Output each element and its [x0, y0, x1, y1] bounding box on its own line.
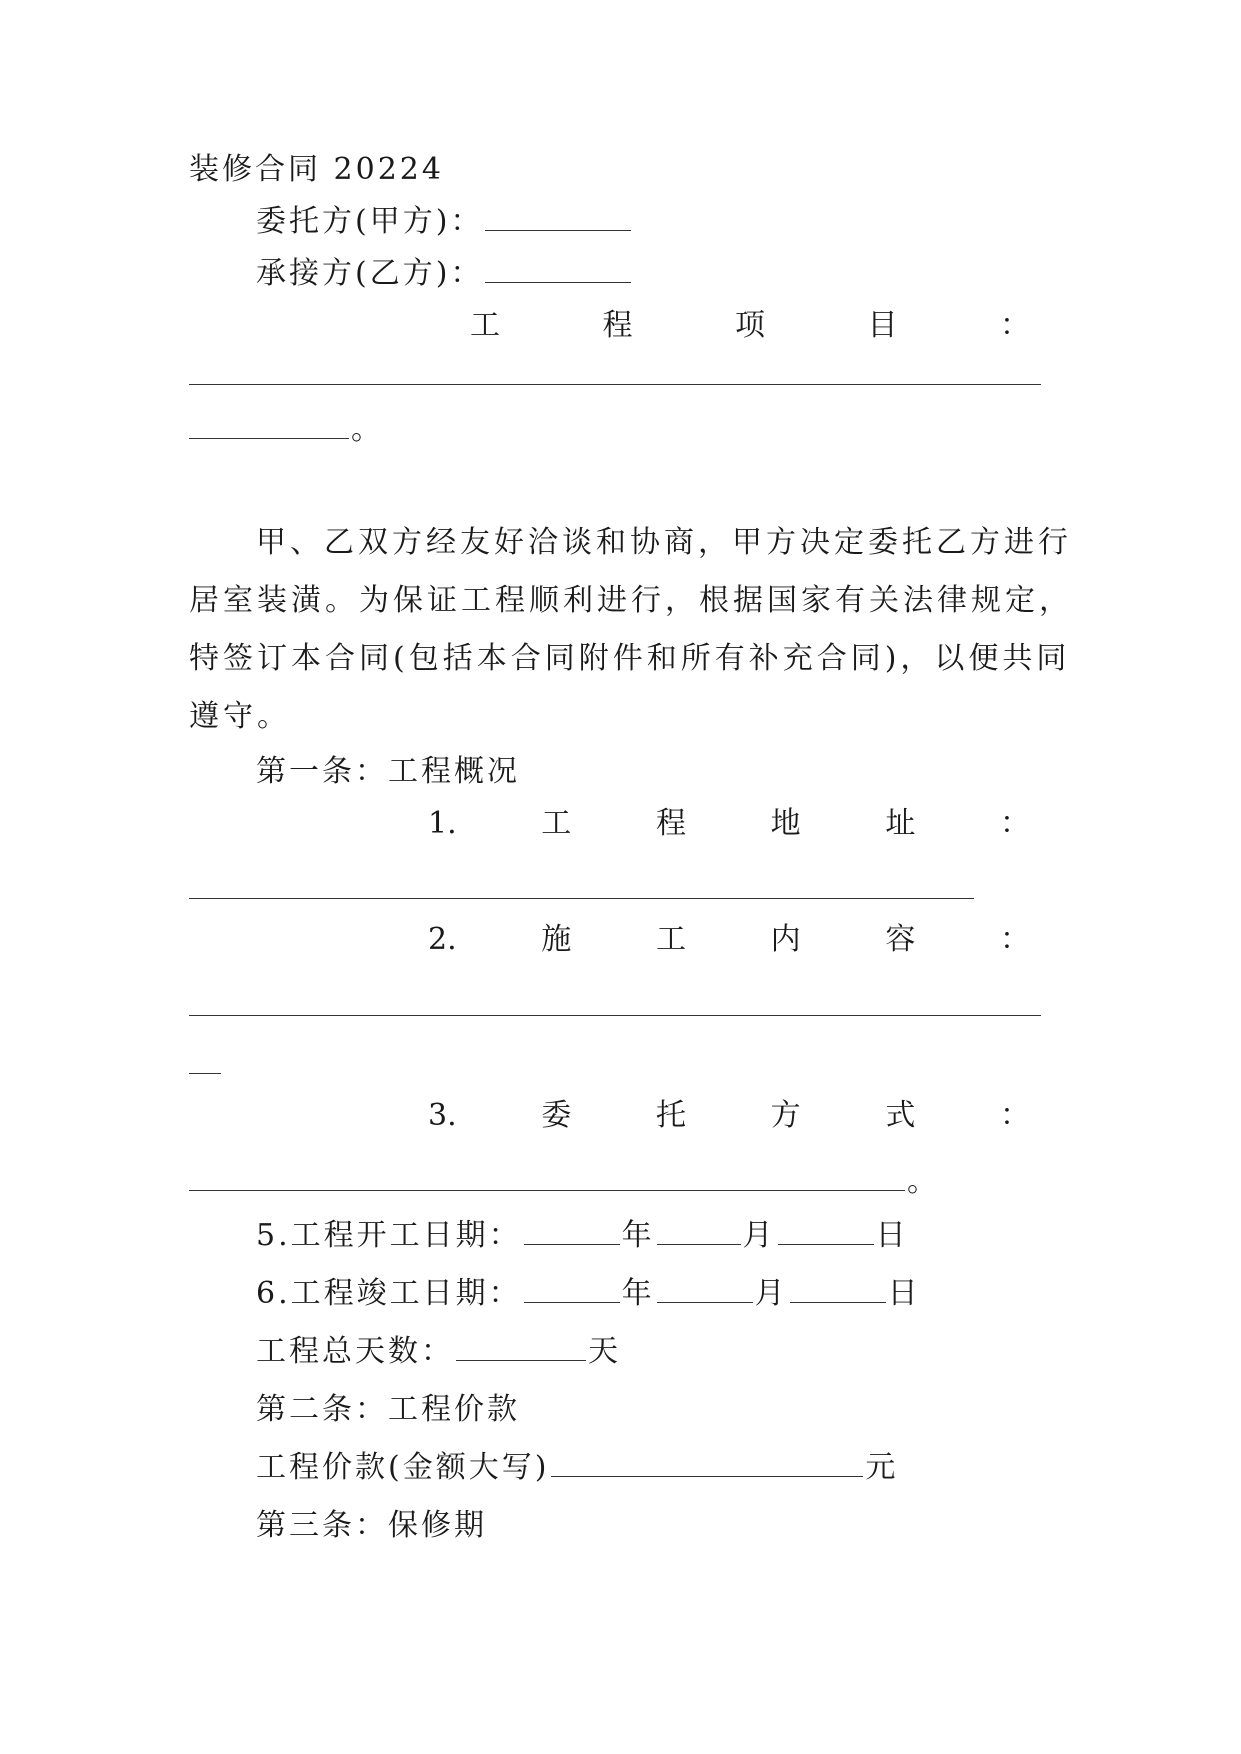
start-year-blank[interactable]	[524, 1218, 620, 1245]
item-char: 地	[770, 806, 801, 841]
total-days-line	[256, 1332, 1118, 1372]
item-char: 托	[655, 1098, 686, 1133]
content-blank-line-2[interactable]	[189, 1073, 221, 1074]
item-char: 内	[770, 922, 801, 957]
document-title: 装修合同 20224	[189, 152, 444, 187]
mode-blank-line	[189, 1162, 1051, 1202]
month-unit: 月	[742, 1218, 776, 1253]
end-month-blank[interactable]	[657, 1276, 753, 1303]
item-number: 1.	[428, 806, 457, 841]
item-number: 2.	[428, 922, 457, 957]
article-1-heading: 第一条：工程概况	[256, 754, 520, 789]
item-char: 委	[541, 1098, 572, 1133]
project-item-char: 目	[867, 308, 898, 343]
end-year-blank[interactable]	[524, 1276, 620, 1303]
total-days-blank[interactable]	[456, 1334, 586, 1361]
price-label: 工程价款(金额大写)	[256, 1450, 550, 1485]
project-item-blank-line[interactable]	[189, 384, 1041, 385]
period-mark: 。	[907, 1164, 940, 1199]
intro-line: 甲、乙双方经友好洽谈和协商，甲方决定委托乙方进行	[256, 525, 1072, 560]
party-b-line	[256, 254, 1118, 294]
start-day-blank[interactable]	[778, 1218, 874, 1245]
end-date-line	[256, 1274, 1118, 1314]
item-3-mode	[428, 1096, 1030, 1136]
start-month-blank[interactable]	[657, 1218, 741, 1245]
item-colon: ：	[999, 1098, 1030, 1133]
item-char: 容	[885, 922, 916, 957]
party-b-blank[interactable]	[485, 256, 631, 283]
project-item-char: 工	[470, 308, 500, 343]
mode-blank[interactable]	[189, 1164, 905, 1191]
article-3-heading: 第三条：保修期	[256, 1508, 487, 1543]
intro-line: 特签订本合同(包括本合同附件和所有补充合同)，以便共同	[189, 641, 1071, 676]
intro-paragraph	[189, 514, 1073, 746]
item-char: 工	[541, 806, 572, 841]
item-char: 施	[541, 922, 572, 957]
party-a-blank[interactable]	[485, 204, 631, 231]
item-1-address	[428, 804, 1030, 844]
project-item-end-line	[189, 410, 1051, 450]
month-unit: 月	[754, 1276, 788, 1311]
party-a-label: 委托方(甲方)：	[256, 204, 484, 239]
item-char: 程	[655, 806, 686, 841]
total-days-label: 工程总天数：	[256, 1334, 454, 1369]
address-blank-line[interactable]	[189, 898, 974, 899]
intro-line: 遵守。	[189, 699, 291, 734]
end-day-blank[interactable]	[790, 1276, 886, 1303]
project-item-char: 项	[735, 308, 765, 343]
price-unit: 元	[865, 1450, 899, 1485]
article-2-heading: 第二条：工程价款	[256, 1392, 520, 1427]
item-colon: ：	[999, 806, 1030, 841]
content-blank-line-1[interactable]	[189, 1015, 1041, 1016]
project-item-heading	[470, 306, 1030, 346]
item-number: 3.	[428, 1098, 457, 1133]
intro-line: 居室装潢。为保证工程顺利进行，根据国家有关法律规定，	[189, 583, 1073, 618]
year-unit: 年	[621, 1218, 655, 1253]
days-unit: 天	[588, 1334, 621, 1369]
day-unit: 日	[875, 1218, 909, 1253]
price-line	[256, 1448, 1118, 1488]
price-blank[interactable]	[551, 1450, 863, 1477]
item-char: 工	[655, 922, 686, 957]
start-date-label: 5.工程开工日期：	[256, 1218, 522, 1253]
end-date-label: 6.工程竣工日期：	[256, 1276, 522, 1311]
period-mark: 。	[351, 412, 384, 447]
day-unit: 日	[887, 1276, 921, 1311]
party-a-line	[256, 202, 1118, 242]
start-date-line	[256, 1216, 1118, 1256]
item-char: 式	[885, 1098, 916, 1133]
item-char: 方	[770, 1098, 801, 1133]
year-unit: 年	[621, 1276, 655, 1311]
project-item-char: 程	[602, 308, 633, 343]
project-item-colon: ：	[1000, 308, 1030, 343]
party-b-label: 承接方(乙方)：	[256, 256, 484, 291]
item-colon: ：	[999, 922, 1030, 957]
project-item-blank[interactable]	[189, 412, 349, 439]
item-char: 址	[885, 806, 916, 841]
item-2-content	[428, 920, 1030, 960]
